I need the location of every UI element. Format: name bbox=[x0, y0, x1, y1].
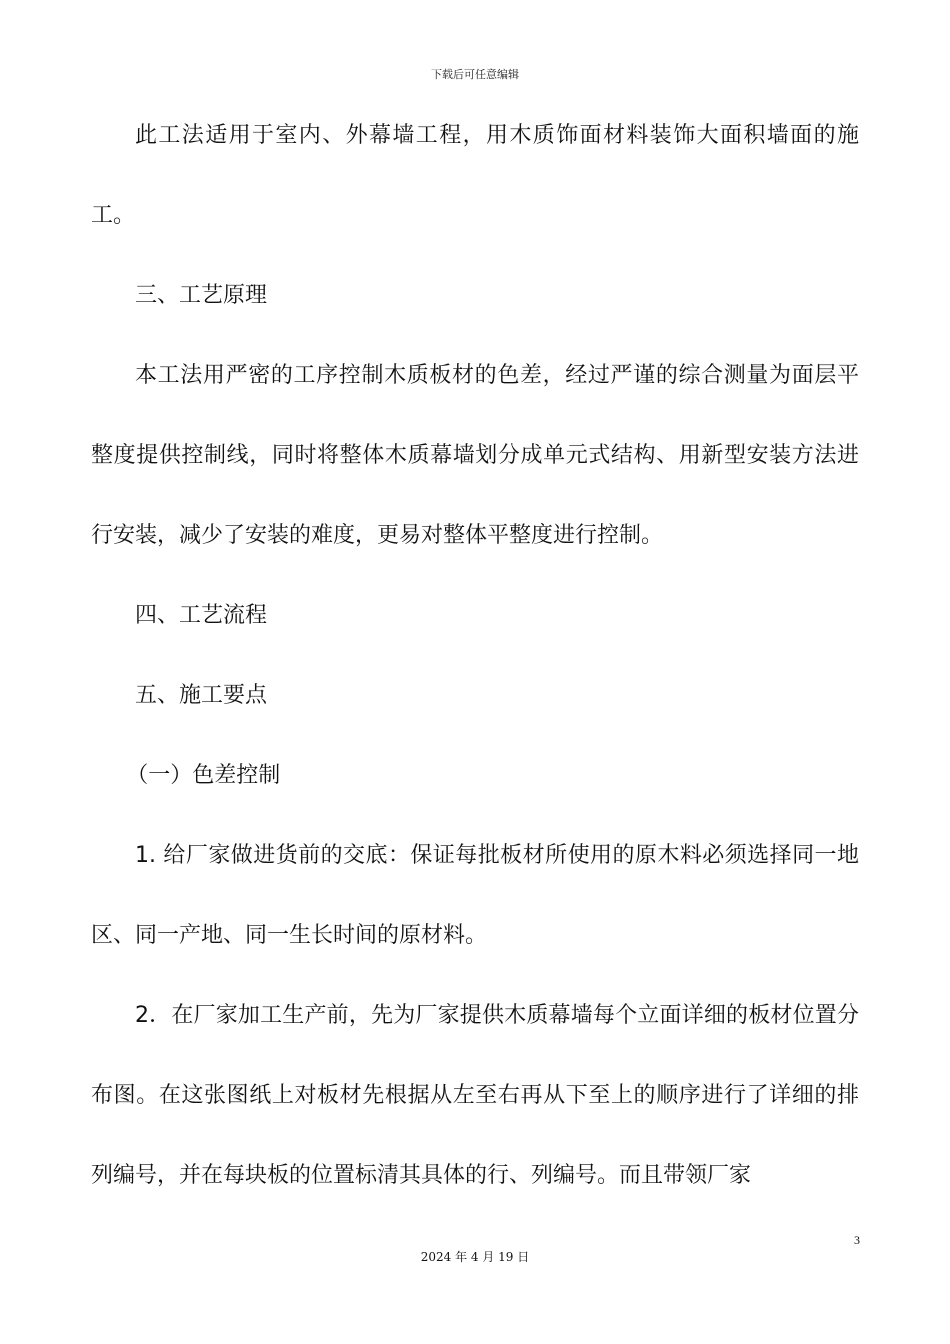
paragraph-scope: 此工法适用于室内、外幕墙工程，用木质饰面材料装饰大面积墙面的施工。 bbox=[91, 123, 859, 228]
page-number: 3 bbox=[854, 1233, 860, 1247]
page-header: 下载后可任意编辑 bbox=[431, 68, 519, 81]
paragraph-item-2: 2．在厂家加工生产前，先为厂家提供木质幕墙每个立面详细的板材位置分布图。在这张图纸上对板材先根据从左至右再从下至上的顺序进行了详细的排列编号，并在每块板的位置标清其具体的行、列编号。而且带领厂家 bbox=[91, 1003, 859, 1188]
document-body bbox=[91, 96, 859, 1216]
section-heading-key-points: 五、施工要点 bbox=[135, 683, 268, 708]
paragraph-item-1: 1. 给厂家做进货前的交底：保证每批板材所使用的原木料必须选择同一地区、同一产地、同一生长时间的原材料。 bbox=[91, 843, 859, 948]
paragraph-principle: 本工法用严密的工序控制木质板材的色差，经过严谨的综合测量为面层平整度提供控制线，同时将整体木质幕墙划分成单元式结构、用新型安装方法进行安装，减少了安装的难度，更易对整体平整度进行控制。 bbox=[91, 363, 859, 548]
page-footer-date: 2024 年 4 月 19 日 bbox=[420, 1250, 530, 1264]
subsection-heading-color-control: （一）色差控制 bbox=[126, 763, 281, 788]
section-heading-principle: 三、工艺原理 bbox=[135, 283, 268, 308]
section-heading-process: 四、工艺流程 bbox=[135, 603, 268, 628]
